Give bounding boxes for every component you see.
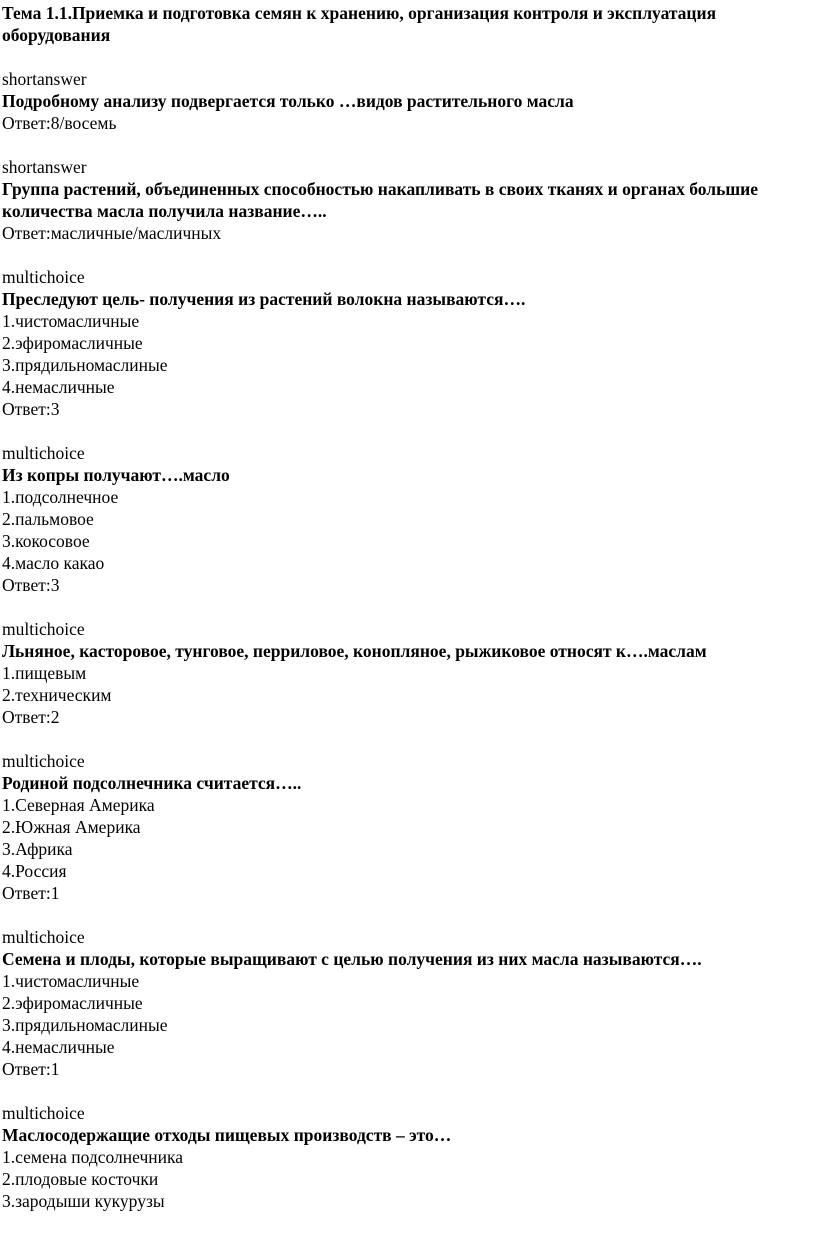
question-text: Подробному анализу подвергается только …видов растительного масла <box>2 91 574 111</box>
question-options <box>2 794 802 882</box>
question-block <box>2 618 802 728</box>
question-type: multichoice <box>2 267 85 287</box>
question-block <box>2 750 802 904</box>
question-list <box>2 68 802 1212</box>
question-block <box>2 266 802 420</box>
question-type: multichoice <box>2 1103 85 1123</box>
question-type: shortanswer <box>2 69 87 89</box>
question-type: multichoice <box>2 751 85 771</box>
question-answer: Ответ:1 <box>2 1059 60 1079</box>
question-type: multichoice <box>2 443 85 463</box>
question-options <box>2 310 802 398</box>
answer-option: 2.эфиромасличные <box>2 993 143 1013</box>
document-title: Тема 1.1.Приемка и подготовка семян к хранению, организация контроля и эксплуатация оборудования <box>2 3 717 45</box>
answer-option: 4.Россия <box>2 861 67 881</box>
question-options <box>2 662 802 706</box>
answer-option: 4.немасличные <box>2 377 115 397</box>
answer-option: 3.кокосовое <box>2 531 90 551</box>
answer-option: 4.немасличные <box>2 1037 115 1057</box>
answer-option: 2.плодовые косточки <box>2 1169 159 1189</box>
question-type: multichoice <box>2 619 85 639</box>
question-text: Льняное, касторовое, тунговое, перриловое, конопляное, рыжиковое относят к….маслам <box>2 641 707 661</box>
answer-option: 2.эфиромасличные <box>2 333 143 353</box>
answer-option: 1.чистомасличные <box>2 311 140 331</box>
question-answer: Ответ:3 <box>2 399 60 419</box>
question-block <box>2 68 802 134</box>
answer-option: 2.Южная Америка <box>2 817 141 837</box>
answer-option: 1.семена подсолнечника <box>2 1147 183 1167</box>
question-text: Из копры получают….масло <box>2 465 230 485</box>
answer-option: 3.прядильномаслиные <box>2 355 168 375</box>
question-text: Родиной подсолнечника считается….. <box>2 773 302 793</box>
answer-option: 1.пищевым <box>2 663 87 683</box>
question-type: multichoice <box>2 927 85 947</box>
answer-option: 2.пальмовое <box>2 509 94 529</box>
question-block <box>2 1102 802 1212</box>
question-answer: Ответ:3 <box>2 575 60 595</box>
answer-option: 1.чистомасличные <box>2 971 140 991</box>
question-block <box>2 926 802 1080</box>
answer-option: 1.Северная Америка <box>2 795 155 815</box>
answer-option: 4.масло какао <box>2 553 105 573</box>
answer-option: 3.Африка <box>2 839 73 859</box>
answer-option: 1.подсолнечное <box>2 487 119 507</box>
document <box>2 2 802 1234</box>
question-text: Группа растений, объединенных способностью накапливать в своих тканях и органах большие количества масла получила название….. <box>2 179 758 221</box>
question-block <box>2 156 802 244</box>
question-answer: Ответ:1 <box>2 883 60 903</box>
question-answer: Ответ:2 <box>2 707 60 727</box>
answer-option: 2.техническим <box>2 685 112 705</box>
answer-option: 3.прядильномаслиные <box>2 1015 168 1035</box>
question-answer: Ответ:8/восемь <box>2 113 117 133</box>
question-options <box>2 486 802 574</box>
answer-option: 3.зародыши кукурузы <box>2 1191 165 1211</box>
question-options <box>2 1146 802 1212</box>
question-block <box>2 442 802 596</box>
question-text: Преследуют цель- получения из растений волокна называются…. <box>2 289 526 309</box>
question-answer: Ответ:масличные/масличных <box>2 223 222 243</box>
question-options <box>2 970 802 1058</box>
question-text: Маслосодержащие отходы пищевых производств – это… <box>2 1125 452 1145</box>
question-text: Семена и плоды, которые выращивают с целью получения из них масла называются…. <box>2 949 702 969</box>
question-type: shortanswer <box>2 157 87 177</box>
